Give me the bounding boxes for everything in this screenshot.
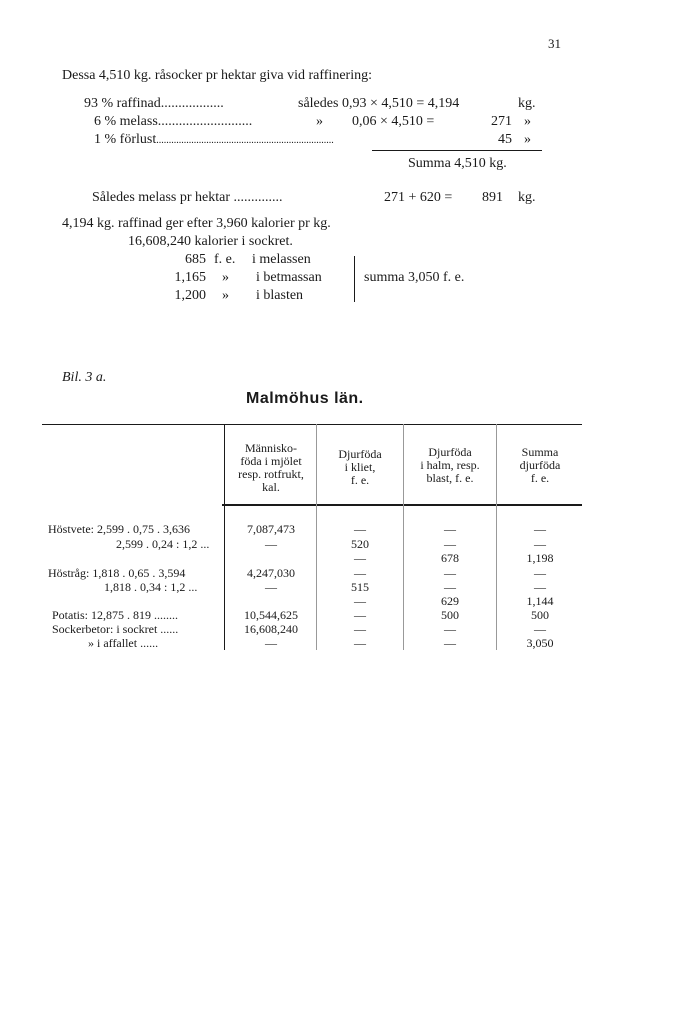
header-line: i kliet, — [344, 460, 376, 474]
cell-sum: — — [534, 580, 546, 594]
intro-pct: 1 % — [94, 132, 117, 147]
energy-item-unit: f. e. — [214, 252, 236, 267]
header-line: f. e. — [530, 471, 550, 485]
energy-item-unit: » — [222, 270, 229, 285]
cell-straw: 629 — [441, 594, 459, 608]
melass-value: 891 — [482, 190, 503, 205]
summa-unit: kg. — [489, 156, 507, 171]
cell-sum: — — [534, 566, 546, 580]
header-line: djurföda — [519, 458, 561, 472]
cell-human: 16,608,240 — [244, 622, 298, 636]
cell-bran: — — [354, 608, 366, 622]
row-label: Höstvete: 2,599 . 0,75 . 3,636 — [48, 522, 190, 536]
intro-value: 45 — [498, 132, 512, 147]
expr-value: 0,93 × 4,510 = 4,194 — [341, 96, 460, 111]
col-header-4 — [500, 446, 580, 485]
energy-item-label: i betmassan — [256, 270, 322, 285]
summa-label: Summa — [408, 156, 451, 171]
header-line: f. e. — [350, 473, 370, 487]
cell-sum: — — [534, 537, 546, 551]
cell-straw: — — [444, 636, 456, 650]
leader-dots: ........................... — [157, 114, 253, 129]
col-header-2 — [320, 448, 400, 487]
energy-item-value: 1,165 — [174, 270, 206, 285]
intro-row — [84, 96, 224, 112]
energy-item-label: i melassen — [252, 252, 311, 267]
intro-item-name: raffinad — [116, 96, 161, 111]
sum-rule — [372, 150, 542, 151]
intro-item-name: förlust — [119, 132, 157, 147]
energy-item-value: 1,200 — [174, 288, 206, 303]
cell-bran: — — [354, 636, 366, 650]
leader-dots: .................. — [160, 96, 224, 111]
table-title: Malmöhus län. — [246, 390, 364, 407]
intro-unit: » — [524, 132, 531, 147]
cell-sum: — — [534, 622, 546, 636]
header-line: föda i mjölet — [240, 454, 302, 468]
brace-rule — [354, 256, 355, 302]
cell-bran: — — [354, 566, 366, 580]
row-label: 1,818 . 0,34 : 1,2 ... — [104, 580, 198, 594]
cell-bran: — — [354, 551, 366, 565]
cell-sum: 1,198 — [526, 551, 554, 565]
table-top-rule — [42, 424, 582, 425]
cell-bran: — — [354, 522, 366, 536]
row-label: Sockerbetor: i sockret ...... — [52, 622, 179, 636]
energy-item-value: 685 — [185, 252, 206, 267]
cell-human: 10,544,625 — [244, 608, 298, 622]
intro-value: 271 — [491, 114, 512, 129]
row-label: 2,599 . 0,24 : 1,2 ... — [116, 537, 210, 551]
cell-sum: 1,144 — [526, 594, 554, 608]
bil-label: Bil. 3 a. — [62, 370, 107, 385]
cell-straw: — — [444, 580, 456, 594]
cell-human: — — [265, 537, 277, 551]
cell-straw: — — [444, 522, 456, 536]
cell-bran: 515 — [351, 580, 369, 594]
cell-bran: — — [354, 594, 366, 608]
header-line: blast, f. e. — [426, 471, 474, 485]
expr-label: således — [298, 96, 339, 111]
table-header-rule — [222, 504, 582, 506]
intro-pct: 6 % — [94, 114, 117, 129]
cell-human: — — [265, 580, 277, 594]
cell-bran: — — [354, 622, 366, 636]
cell-straw: 678 — [441, 551, 459, 565]
intro-expr — [298, 96, 459, 112]
intro-pct: 93 % — [84, 96, 114, 111]
row-label: Höstråg: 1,818 . 0,65 . 3,594 — [48, 566, 186, 580]
expr-label: » — [316, 114, 323, 129]
intro-expr: 0,06 × 4,510 = — [352, 114, 435, 129]
header-line: i halm, resp. — [420, 458, 480, 472]
summa-line — [408, 156, 507, 172]
col-header-1 — [228, 442, 314, 494]
header-line: kal. — [262, 480, 280, 494]
summa-value: 4,510 — [454, 156, 486, 171]
cell-human: 7,087,473 — [247, 522, 295, 536]
header-line: Människo- — [245, 441, 297, 455]
melass-expr: 271 + 620 = — [384, 190, 453, 205]
cell-sum: 500 — [531, 608, 549, 622]
energy-item-unit: » — [222, 288, 229, 303]
energy-item-label: i blasten — [256, 288, 304, 303]
table-col-rule — [496, 424, 497, 650]
row-label: Potatis: 12,875 . 819 ........ — [52, 608, 179, 622]
cell-straw: — — [444, 537, 456, 551]
melass-label: Således melass pr hektar — [92, 190, 231, 205]
cell-straw: 500 — [441, 608, 459, 622]
cell-straw: — — [444, 622, 456, 636]
cell-sum: — — [534, 522, 546, 536]
melass-line — [92, 190, 283, 206]
header-line: resp. rotfrukt, — [238, 467, 304, 481]
header-line: Summa — [521, 445, 559, 459]
page-number: 31 — [548, 36, 561, 51]
intro-item-name: melass — [119, 114, 158, 129]
cell-bran: 520 — [351, 537, 369, 551]
intro-expr — [316, 114, 323, 130]
energy-line-1: 4,194 kg. raffinad ger efter 3,960 kalorier pr kg. — [62, 216, 331, 231]
row-label: » i affallet ...... — [88, 636, 159, 650]
cell-straw: — — [444, 566, 456, 580]
cell-sum: 3,050 — [526, 636, 554, 650]
intro-unit: kg. — [518, 96, 536, 111]
cell-human: 4,247,030 — [247, 566, 295, 580]
header-line: Djurföda — [338, 447, 382, 461]
intro-header: Dessa 4,510 kg. råsocker pr hektar giva vid raffinering: — [62, 68, 372, 83]
table-col-rule — [403, 424, 404, 650]
melass-unit: kg. — [518, 190, 536, 205]
energy-summa: summa 3,050 f. e. — [364, 270, 465, 285]
header-line: Djurföda — [428, 445, 472, 459]
intro-row — [94, 132, 334, 149]
intro-unit: » — [524, 114, 531, 129]
cell-human: — — [265, 636, 277, 650]
table-col-rule — [316, 424, 317, 650]
energy-line-2: 16,608,240 kalorier i sockret. — [128, 234, 293, 249]
intro-row — [94, 114, 252, 130]
table-col-rule — [224, 424, 225, 650]
leader-dots: ....................................................................... — [156, 135, 334, 146]
col-header-3 — [406, 446, 494, 485]
leader-dots: .............. — [233, 190, 283, 205]
